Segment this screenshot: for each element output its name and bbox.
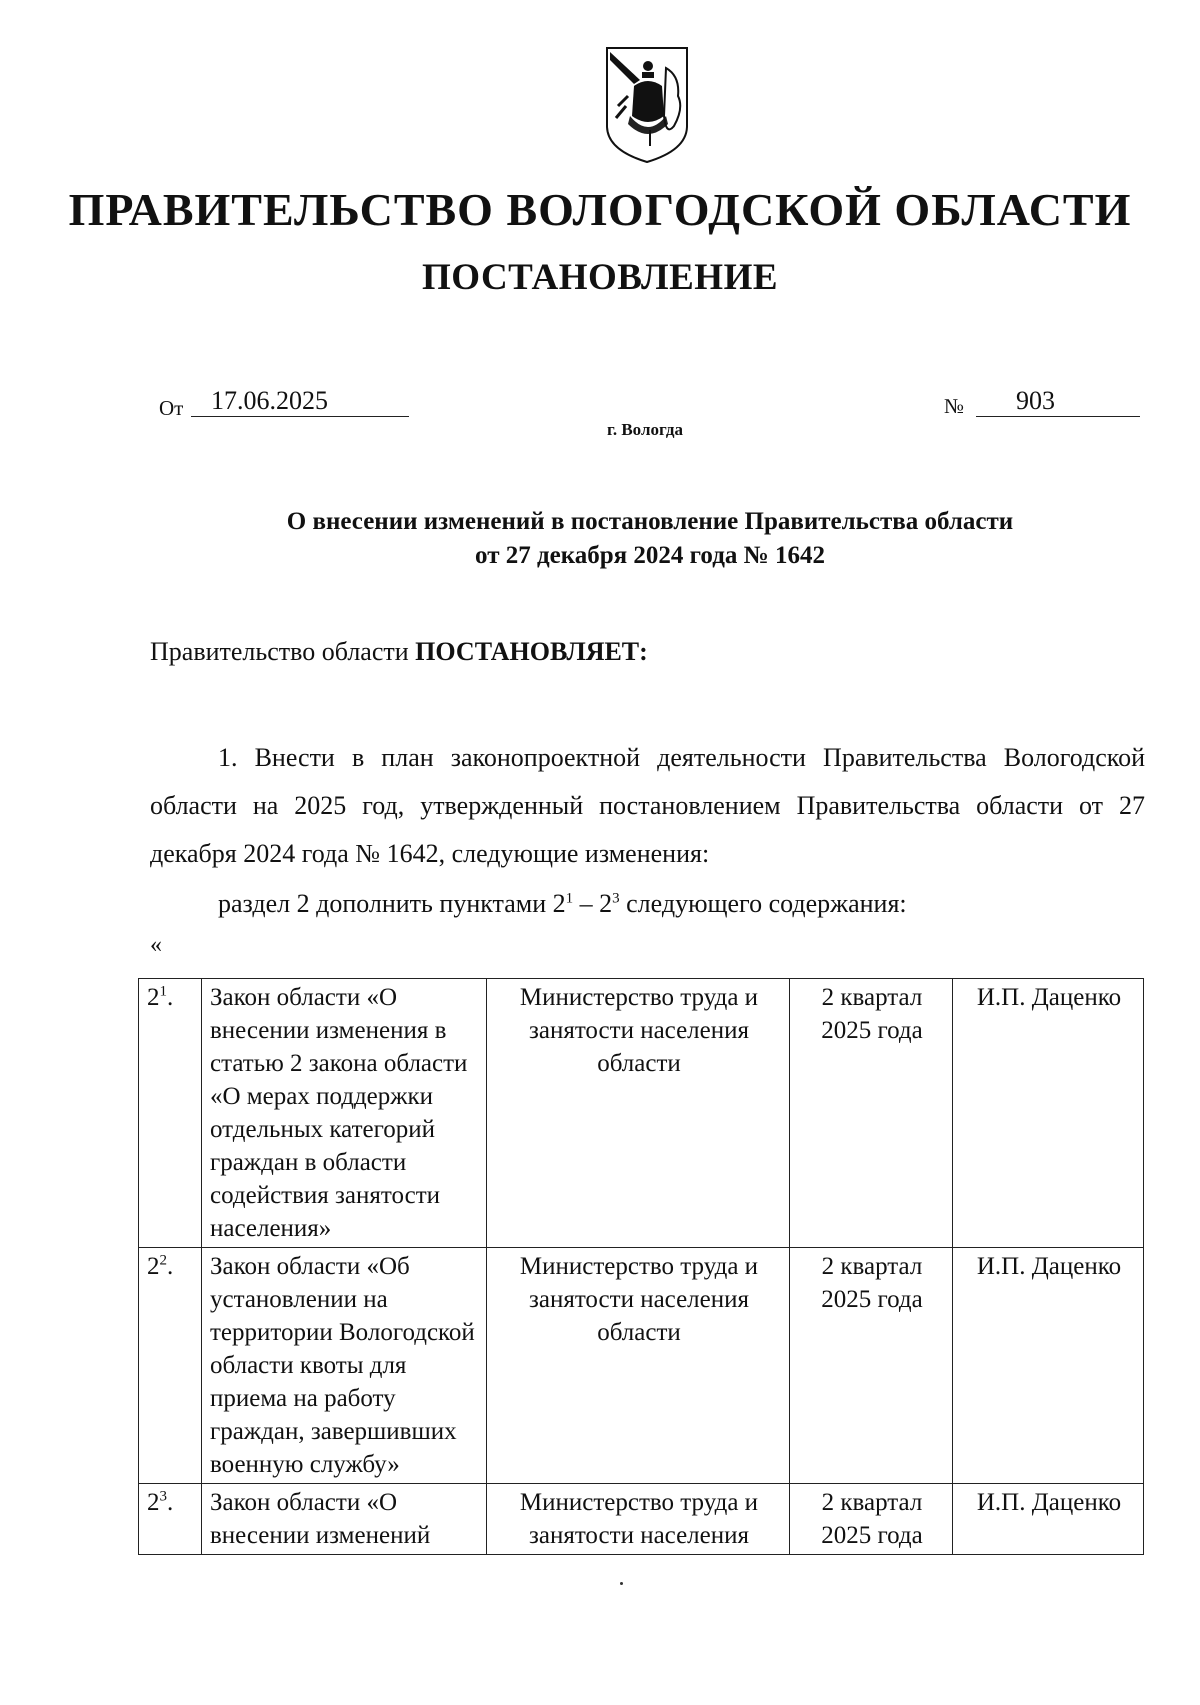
row-number: 2 bbox=[147, 1489, 160, 1516]
row-number-dot: . bbox=[167, 1489, 174, 1516]
decree-type-heading: ПОСТАНОВЛЕНИЕ bbox=[421, 257, 779, 298]
period-cell bbox=[790, 1484, 953, 1555]
responsible-cell: И.П. Даценко bbox=[953, 1248, 1144, 1484]
period-cell: 2 квартал 2025 года bbox=[790, 1248, 953, 1484]
number-value: 903 bbox=[976, 386, 1140, 417]
decree-number bbox=[944, 382, 1140, 422]
city-label: г. Вологда bbox=[607, 420, 683, 439]
date-prefix: От bbox=[159, 396, 184, 420]
row-number-sup: 2 bbox=[159, 1252, 167, 1269]
subject-line-1: О внесении изменений в постановление Правительства области bbox=[286, 508, 1014, 535]
table-row bbox=[139, 1484, 1144, 1555]
law-title-cell bbox=[202, 1484, 487, 1555]
row-number-sup: 1 bbox=[159, 983, 167, 1000]
decree-subject bbox=[150, 505, 1150, 573]
scan-speck bbox=[620, 1582, 623, 1585]
row-number-sup: 3 bbox=[159, 1488, 167, 1505]
para2-sup-1: 1 bbox=[565, 890, 574, 907]
resolve-lead: Правительство области bbox=[150, 637, 416, 666]
row-number: 2 bbox=[147, 1253, 160, 1280]
responsible-cell: И.П. Даценко bbox=[953, 979, 1144, 1248]
row-number-cell bbox=[139, 1248, 202, 1484]
number-prefix: № bbox=[944, 394, 965, 418]
vologda-coat-of-arms-icon bbox=[604, 46, 690, 164]
table-row bbox=[139, 979, 1144, 1248]
para2-text-c: следующего содержания: bbox=[619, 889, 907, 918]
law-title-cell: Закон области «О внесении изменения в статью 2 закона области «О мерах поддержки отдельных категорий граждан в области содействия занятости населения» bbox=[202, 979, 487, 1248]
responsible-text: И.П. Даценко bbox=[976, 1489, 1122, 1516]
row-number-cell bbox=[139, 979, 202, 1248]
opening-quote: « bbox=[150, 932, 162, 958]
row-number: 2 bbox=[147, 984, 160, 1011]
decree-date bbox=[159, 382, 449, 422]
row-number-dot: . bbox=[167, 984, 174, 1011]
ministry-cell bbox=[487, 1484, 790, 1555]
law-title-cell: Закон области «Об установлении на территории Вологодской области квоты для приема на работу граждан, завершивших военную службу» bbox=[202, 1248, 487, 1484]
subject-line-2: от 27 декабря 2024 года № 1642 bbox=[475, 542, 825, 569]
date-value: 17.06.2025 bbox=[191, 386, 409, 417]
para2-text-a: раздел 2 дополнить пунктами 2 bbox=[218, 889, 566, 918]
ministry-cell: Министерство труда и занятости населения области bbox=[487, 1248, 790, 1484]
paragraph-2 bbox=[218, 880, 1200, 928]
period-text: 2 квартал 2025 года bbox=[821, 1489, 923, 1549]
row-number-dot: . bbox=[167, 1253, 174, 1280]
row-number-cell bbox=[139, 1484, 202, 1555]
ministry-text: Министерство труда и занятости населения bbox=[519, 1489, 759, 1549]
resolve-statement bbox=[150, 637, 648, 667]
period-cell: 2 квартал 2025 года bbox=[790, 979, 953, 1248]
responsible-cell bbox=[953, 1484, 1144, 1555]
paragraph-1: 1. Внести в план законопроектной деятельности Правительства Вологодской области на 2025 год, утвержденный постановлением Правительства области от 27 декабря 2024 года № 1642, следующие изменения: bbox=[150, 743, 1145, 868]
ministry-cell: Министерство труда и занятости населения области bbox=[487, 979, 790, 1248]
para2-sup-2: 3 bbox=[612, 890, 620, 907]
law-title-text: Закон области «О внесении изменений bbox=[210, 1489, 431, 1549]
table-row bbox=[139, 1248, 1144, 1484]
government-title: ПРАВИТЕЛЬСТВО ВОЛОГОДСКОЙ ОБЛАСТИ bbox=[68, 184, 1132, 235]
legislative-plan-table bbox=[138, 978, 1144, 1555]
resolve-keyword: ПОСТАНОВЛЯЕТ: bbox=[415, 637, 648, 666]
para2-text-b: – 2 bbox=[573, 889, 613, 918]
